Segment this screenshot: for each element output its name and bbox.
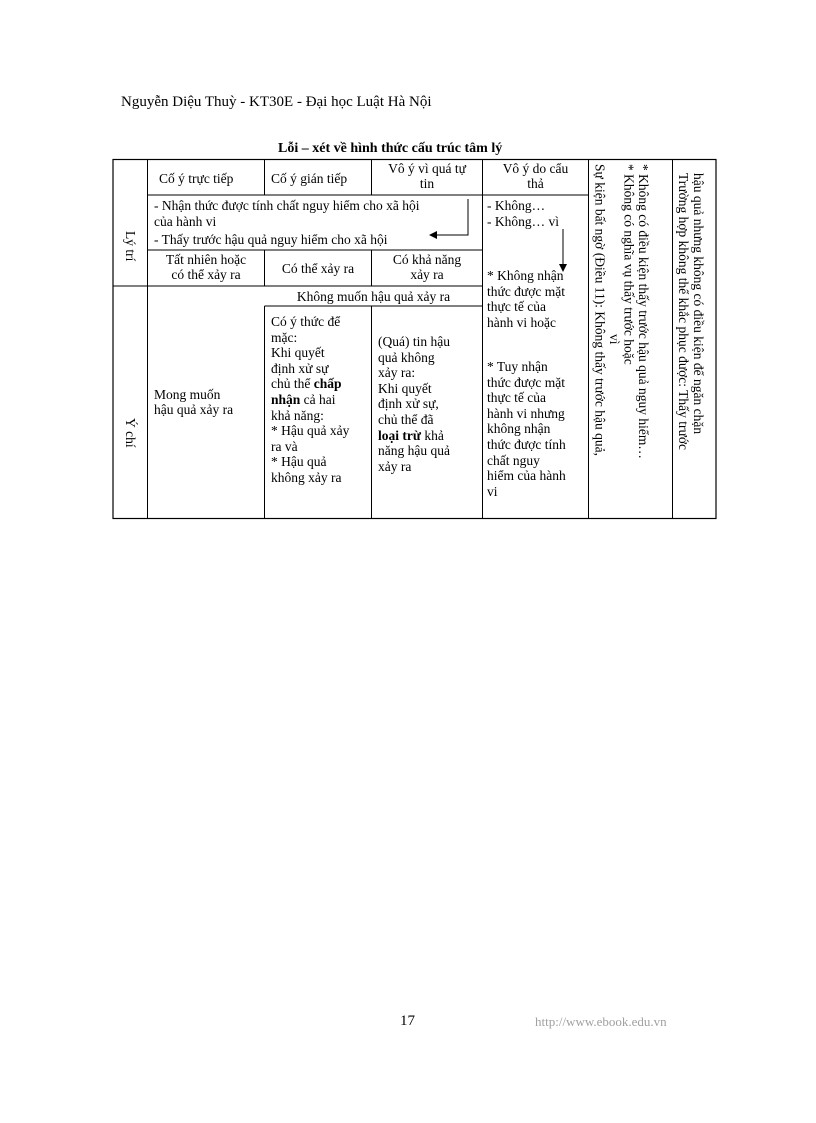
cau-tha-tuy-nhan-thuc: * Tuy nhận thức được mặt thực tế của hành vi nhưng không nhận thức được tính chất nguy hiểm của hành vi [487, 359, 566, 499]
footer-url[interactable]: http://www.ebook.edu.vn [535, 1014, 667, 1029]
cell-su-kien-bat-ngo: * Không có điều kiện thấy trước hậu quả nguy hiểm… * Không có nghĩa vụ thấy trước hoặc vì Sự kiện bất ngờ (Điều 11): Không thấy trước hậu quả, [592, 164, 651, 459]
col-header-co-y-truc-tiep: Cố ý trực tiếp [159, 171, 234, 186]
cau-tha-khong-nhan-thuc: * Không nhận thức được mặt thực tế của hành vi hoặc [487, 268, 566, 330]
table-title: Lỗi – xét về hình thức cấu trúc tâm lý [278, 141, 503, 156]
nhan-thuc-line-1: - Nhận thức được tính chất nguy hiểm cho xã hội [154, 198, 420, 213]
cell-co-the-xay-ra: Có thể xảy ra [281, 261, 355, 276]
cell-qua-tin: (Quá) tin hậu quả không xảy ra: Khi quyết định xử sự, chủ thể đã loại trừ khả năng hậu quả xảy ra [378, 334, 450, 474]
cell-co-y-thuc-de-mac: Có ý thức để mặc: Khi quyết định xử sự chủ thể chấp nhận cả hai khả năng: * Hậu quả xảy ra và * Hậu quả không xảy ra [271, 314, 350, 485]
col-header-vo-y-qua-tu-tin: Vô ý vì quá tự tin [388, 161, 466, 191]
nhan-thuc-line-3: - Thấy trước hậu quả nguy hiểm cho xã hội [154, 232, 388, 247]
document-header: Nguyễn Diệu Thuỳ - KT30E - Đại học Luật Hà Nội [121, 94, 432, 110]
cau-tha-khong-1: - Không… [487, 198, 546, 213]
cell-tat-nhien: Tất nhiên hoặc có thể xảy ra [165, 252, 247, 282]
col-header-co-y-gian-tiep: Cố ý gián tiếp [271, 171, 348, 186]
cell-mong-muon: Mong muốn hậu quả xảy ra [154, 387, 234, 417]
nhan-thuc-line-2: của hành vi [154, 214, 217, 229]
page-number: 17 [400, 1013, 415, 1029]
cau-tha-khong-2: - Không… vì [487, 214, 559, 229]
cell-khong-the-khac-phuc: hậu quả nhưng không có điều kiện để ngăn chặn Trường hợp không thể khắc phục được: Thấy trước [676, 173, 706, 450]
row-label-ly-tri: Lý trí [123, 231, 138, 262]
cell-khong-muon-hau-qua: Không muốn hậu quả xảy ra [296, 289, 451, 304]
col-header-vo-y-do-cau-tha: Vô ý do cẩu thả [502, 161, 569, 191]
row-label-y-chi: Ý chí [123, 418, 138, 448]
cell-co-kha-nang: Có khả năng xảy ra [392, 252, 462, 282]
